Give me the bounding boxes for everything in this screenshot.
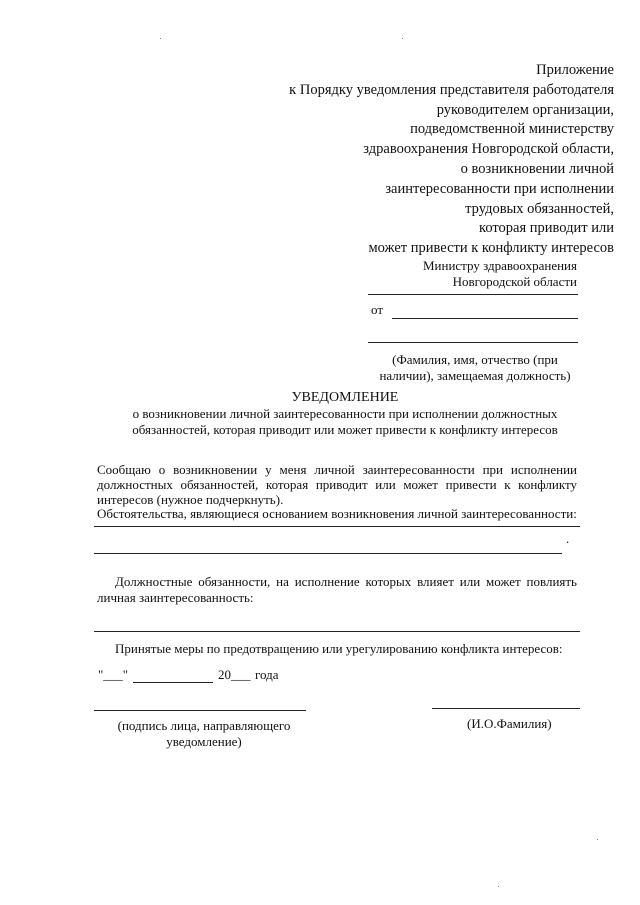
paragraph-line: личная заинтересованность: (97, 590, 254, 605)
circumstances-blank-line-1[interactable] (94, 526, 580, 527)
circumstances-blank-line-2[interactable] (94, 553, 562, 554)
paragraph-duties (97, 574, 577, 606)
signature-caption (104, 718, 304, 750)
scan-speck (402, 38, 403, 39)
name-caption: (И.О.Фамилия) (467, 716, 552, 731)
paragraph-line: Должностные обязанности, на исполнение которых влияет или может повлиять (115, 574, 577, 589)
addressee-block (380, 258, 577, 290)
notice-title: УВЕДОМЛЕНИЕ (291, 390, 399, 405)
from-label: от (371, 302, 384, 317)
notice-subtitle (100, 406, 590, 438)
addressee-line: Министру здравоохранения (422, 258, 577, 273)
appendix-line: Приложение (536, 62, 614, 78)
appendix-line: о возникновении личной (460, 160, 614, 177)
from-name-blank-line[interactable] (392, 318, 578, 319)
paragraph-line: Сообщаю о возникновении у меня личной заинтересованности при исполнении (97, 462, 577, 477)
date-month-blank-line[interactable] (133, 682, 213, 683)
appendix-line: здравоохранения Новгородской области, (363, 141, 614, 158)
appendix-line: заинтересованности при исполнении (385, 180, 614, 197)
subtitle-line: о возникновении личной заинтересованности при исполнении должностных (132, 406, 558, 421)
from-position-blank-line[interactable] (368, 342, 578, 343)
appendix-line: может привести к конфликту интересов (368, 240, 614, 257)
date-year-prefix: 20___ (218, 667, 251, 682)
paragraph-circumstances: Обстоятельства, являющиеся основанием возникновения личной заинтересованности: (97, 506, 577, 521)
date-day: "___" (98, 667, 129, 682)
caption-line: уведомление) (166, 734, 242, 749)
appendix-header (200, 61, 614, 259)
appendix-line: руководителем организации, (436, 101, 614, 118)
appendix-line: к Порядку уведомления представителя работодателя (289, 81, 614, 98)
name-blank-line[interactable] (432, 708, 580, 709)
addressee-caption (368, 352, 582, 384)
appendix-line: подведомственной министерству (410, 121, 614, 138)
scan-speck (498, 886, 499, 887)
date-year-suffix: года (255, 667, 279, 682)
caption-line: наличии), замещаемая должность) (379, 368, 571, 383)
paragraph-line: интересов (нужное подчеркнуть). (97, 492, 284, 507)
scan-speck (160, 38, 161, 39)
paragraph-line: должностных обязанностей, которая приводит или может привести к конфликту (97, 477, 577, 492)
subtitle-line: обязанностей, которая приводит или может привести к конфликту интересов (132, 422, 558, 437)
appendix-line: трудовых обязанностей, (465, 200, 614, 217)
paragraph-measures: Принятые меры по предотвращению или урегулированию конфликта интересов: (115, 641, 563, 656)
caption-line: (Фамилия, имя, отчество (при (392, 352, 558, 367)
appendix-line: которая приводит или (479, 220, 614, 237)
caption-line: (подпись лица, направляющего (117, 718, 291, 733)
scan-speck (597, 839, 598, 840)
stray-period: . (566, 531, 570, 546)
addressee-blank-line[interactable] (368, 294, 578, 295)
signature-blank-line[interactable] (94, 710, 306, 711)
paragraph-notice-statement (97, 462, 577, 507)
addressee-line: Новгородской области (452, 274, 577, 289)
duties-blank-line[interactable] (94, 631, 580, 632)
